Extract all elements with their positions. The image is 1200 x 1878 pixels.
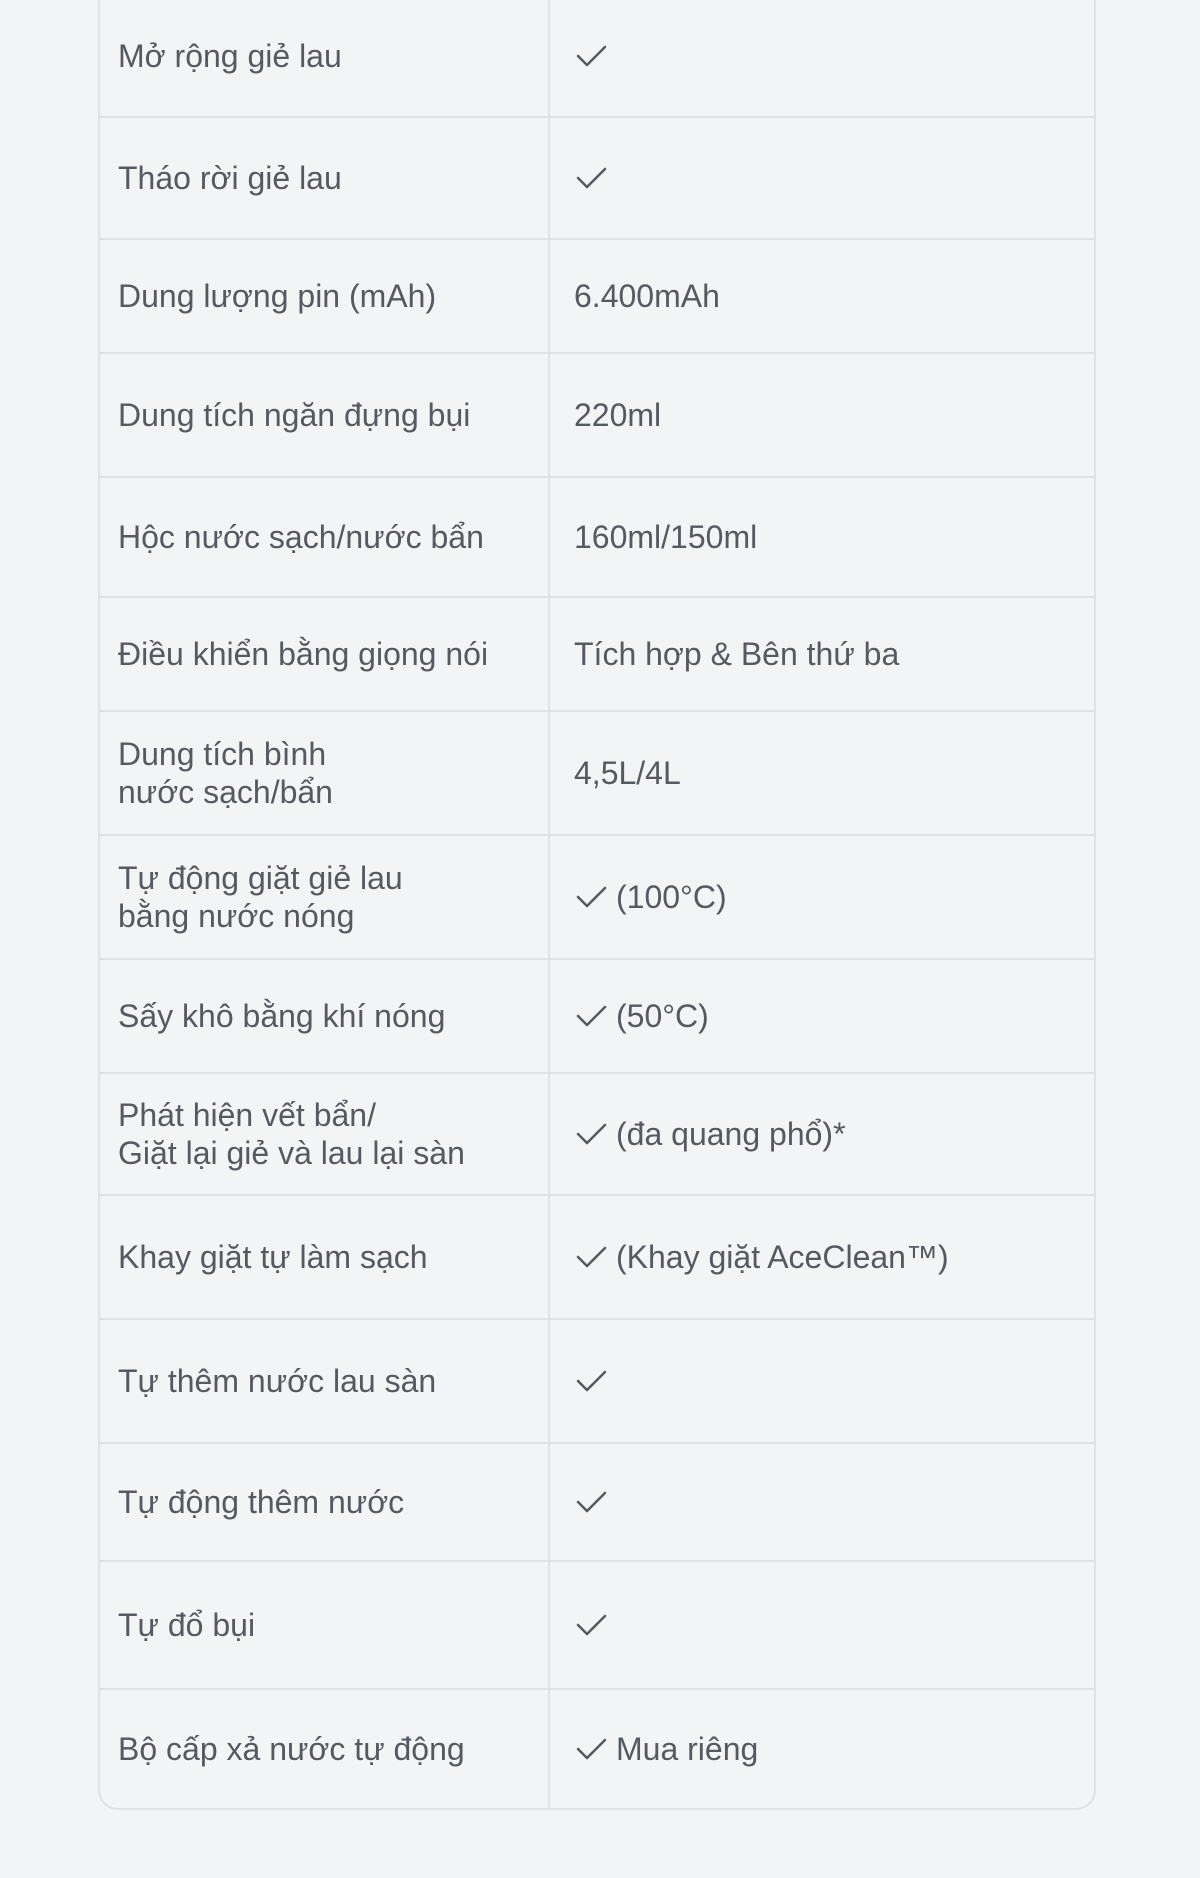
table-row: [100, 0, 1094, 118]
row-value-cell: [550, 478, 1094, 596]
row-value: Mua riêng: [616, 1731, 759, 1767]
row-value-cell: [550, 1444, 1094, 1560]
row-label: Bộ cấp xả nước tự động: [118, 1731, 465, 1767]
check-icon: [574, 1485, 608, 1519]
row-value-cell: [550, 836, 1094, 958]
table-row: [100, 1320, 1094, 1444]
check-icon: [574, 1608, 608, 1642]
row-label-cell: [100, 478, 550, 596]
row-label-cell: [100, 118, 550, 238]
row-value-cell: [550, 118, 1094, 238]
table-row: [100, 960, 1094, 1074]
row-value-cell: [550, 712, 1094, 834]
row-label-cell: [100, 712, 550, 834]
row-value: Tích hợp & Bên thứ ba: [574, 636, 900, 672]
row-value: (50°C): [616, 998, 709, 1034]
row-label-cell: [100, 598, 550, 710]
table-row: [100, 478, 1094, 598]
row-label: Dung lượng pin (mAh): [118, 278, 437, 314]
row-label: Phát hiện vết bẩn/ Giặt lại giẻ và lau lại sàn: [118, 1097, 465, 1171]
table-row: [100, 118, 1094, 240]
check-icon: [574, 1240, 608, 1274]
row-value-cell: [550, 1074, 1094, 1194]
table-row: [100, 1074, 1094, 1196]
table-row: [100, 1196, 1094, 1320]
row-label: Tháo rời giẻ lau: [118, 160, 342, 196]
table-row: [100, 598, 1094, 712]
row-label-cell: [100, 1444, 550, 1560]
row-label: Hộc nước sạch/nước bẩn: [118, 519, 484, 555]
row-label: Dung tích bình nước sạch/bẩn: [118, 736, 333, 810]
row-label: Dung tích ngăn đựng bụi: [118, 397, 471, 433]
row-value-cell: [550, 1320, 1094, 1442]
table-row: [100, 354, 1094, 478]
row-value: (Khay giặt AceClean™): [616, 1239, 949, 1275]
row-label: Tự đổ bụi: [118, 1607, 256, 1643]
row-label-cell: [100, 1562, 550, 1688]
row-label: Tự động giặt giẻ lau bằng nước nóng: [118, 860, 403, 934]
row-value: 4,5L/4L: [574, 755, 681, 791]
row-label-cell: [100, 836, 550, 958]
row-value-cell: [550, 240, 1094, 352]
table-row: [100, 240, 1094, 354]
row-value-cell: [550, 598, 1094, 710]
row-value: 220ml: [574, 397, 662, 433]
check-icon: [574, 1117, 608, 1151]
check-icon: [574, 1732, 608, 1766]
row-value-cell: [550, 354, 1094, 476]
row-label: Tự thêm nước lau sàn: [118, 1363, 437, 1399]
row-value: 160ml/150ml: [574, 519, 758, 555]
row-label-cell: [100, 1196, 550, 1318]
check-icon: [574, 161, 608, 195]
table-row: [100, 1562, 1094, 1690]
row-value-cell: [550, 0, 1094, 116]
row-label: Tự động thêm nước: [118, 1484, 405, 1520]
row-label-cell: [100, 1690, 550, 1808]
row-label-cell: [100, 1074, 550, 1194]
spec-table: [98, 0, 1096, 1810]
row-value-cell: [550, 1196, 1094, 1318]
row-value: 6.400mAh: [574, 278, 720, 314]
row-label-cell: [100, 1320, 550, 1442]
row-label: Khay giặt tự làm sạch: [118, 1239, 428, 1275]
table-row: [100, 836, 1094, 960]
check-icon: [574, 39, 608, 73]
row-label-cell: [100, 0, 550, 116]
row-label: Sấy khô bằng khí nóng: [118, 998, 446, 1034]
row-label-cell: [100, 960, 550, 1072]
row-value: (đa quang phổ)*: [616, 1116, 846, 1152]
table-row: [100, 1690, 1094, 1808]
row-value-cell: [550, 1690, 1094, 1808]
table-row: [100, 1444, 1094, 1562]
row-value-cell: [550, 1562, 1094, 1688]
check-icon: [574, 999, 608, 1033]
row-value: (100°C): [616, 879, 727, 915]
row-label-cell: [100, 240, 550, 352]
check-icon: [574, 880, 608, 914]
row-label: Điều khiển bằng giọng nói: [118, 636, 489, 672]
row-label: Mở rộng giẻ lau: [118, 38, 342, 74]
table-row: [100, 712, 1094, 836]
row-value-cell: [550, 960, 1094, 1072]
check-icon: [574, 1364, 608, 1398]
row-label-cell: [100, 354, 550, 476]
